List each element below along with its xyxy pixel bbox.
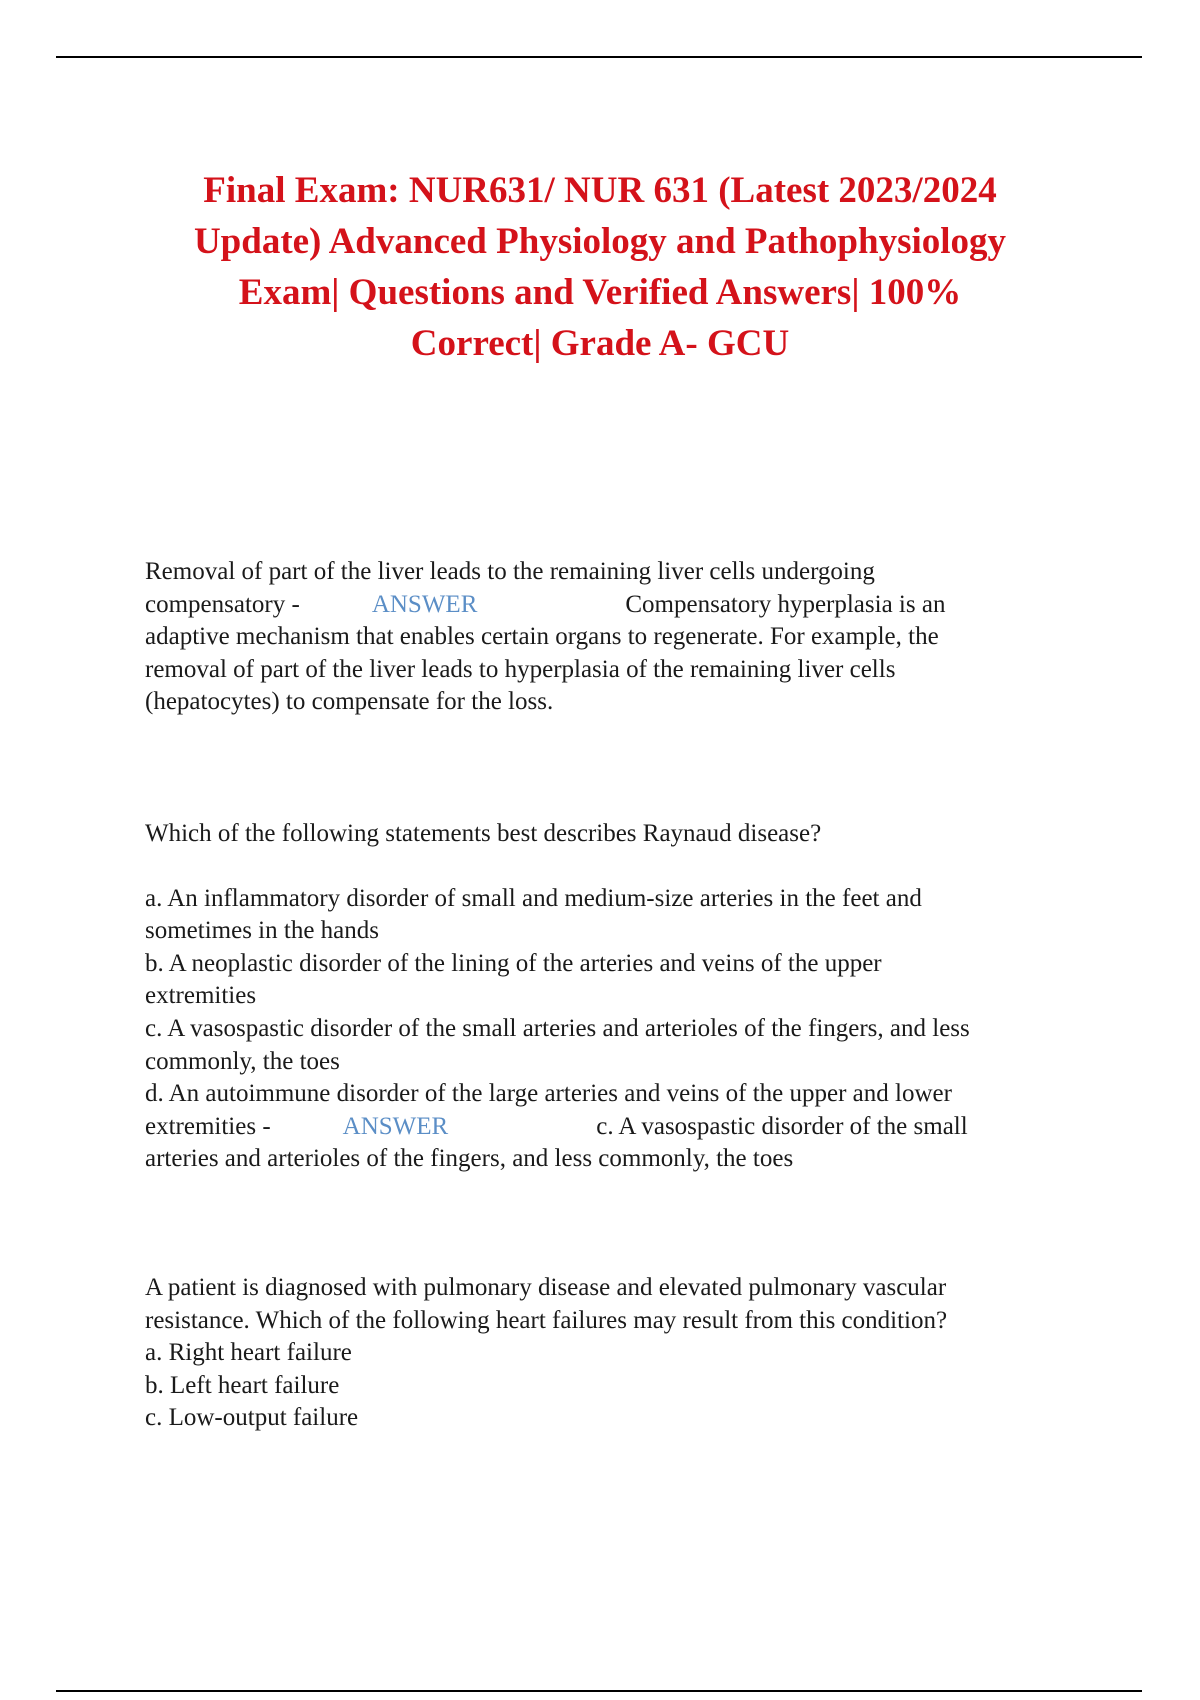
- option-item: commonly, the toes: [145, 1047, 340, 1075]
- answer-text: c. A vasospastic disorder of the small: [596, 1112, 968, 1140]
- title-line: Update) Advanced Physiology and Pathophysiology: [193, 221, 1007, 262]
- question-block-3: [145, 1272, 1085, 1435]
- answer-label: ANSWER: [371, 590, 478, 618]
- option-item: a. An inflammatory disorder of small and medium-size arteries in the feet and: [145, 884, 922, 912]
- answer-label: ANSWER: [342, 1112, 449, 1140]
- option-list: [145, 883, 1085, 1176]
- top-rule: [56, 56, 1142, 58]
- question-text: compensatory -: [145, 590, 300, 618]
- option-item: b. Left heart failure: [145, 1371, 340, 1399]
- bottom-rule: [56, 1690, 1142, 1692]
- option-item: c. Low-output failure: [145, 1404, 359, 1432]
- title-line: Exam| Questions and Verified Answers| 100%: [238, 272, 962, 313]
- document-title: [120, 165, 1080, 369]
- question-text: A patient is diagnosed with pulmonary disease and elevated pulmonary vascular: [145, 1274, 947, 1301]
- question-text: Which of the following statements best describes Raynaud disease?: [145, 820, 822, 847]
- answer-text: removal of part of the liver leads to hyperplasia of the remaining liver cells: [145, 655, 896, 683]
- option-item: c. A vasospastic disorder of the small arteries and arterioles of the fingers, and less: [145, 1014, 970, 1042]
- answer-text: adaptive mechanism that enables certain organs to regenerate. For example, the: [145, 623, 939, 651]
- question-block-1: [145, 556, 1085, 719]
- question-answer-line: [145, 589, 1085, 622]
- title-line: Correct| Grade A- GCU: [410, 323, 790, 364]
- option-item: sometimes in the hands: [145, 917, 379, 945]
- option-item: a. Right heart failure: [145, 1339, 352, 1367]
- answer-text: Compensatory hyperplasia is an: [625, 590, 946, 618]
- answer-text: (hepatocytes) to compensate for the loss.: [145, 688, 554, 716]
- question-text: Removal of part of the liver leads to the remaining liver cells undergoing: [145, 558, 875, 585]
- option-item: extremities -: [145, 1112, 271, 1140]
- question-answer-line: [145, 1111, 1085, 1144]
- question-text: resistance. Which of the following heart failures may result from this condition?: [145, 1306, 948, 1334]
- title-line: Final Exam: NUR631/ NUR 631 (Latest 2023/2024: [203, 170, 997, 211]
- answer-text: arteries and arterioles of the fingers, and less commonly, the toes: [145, 1145, 794, 1173]
- option-item: d. An autoimmune disorder of the large arteries and veins of the upper and lower: [145, 1080, 952, 1108]
- question-block-2: [145, 818, 1085, 1176]
- option-item: extremities: [145, 982, 257, 1010]
- option-item: b. A neoplastic disorder of the lining of the arteries and veins of the upper: [145, 949, 882, 977]
